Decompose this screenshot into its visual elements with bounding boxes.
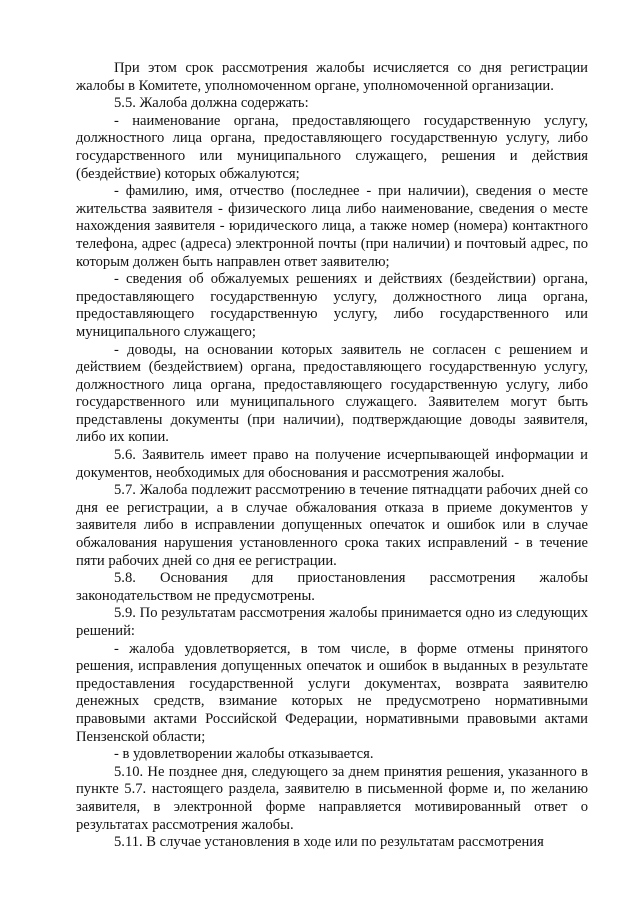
list-item-arguments: - доводы, на основании которых заявитель не согласен с решением и действием (бездействием) органа, предоставляющего государственную услугу, должностного лица органа, предоставляющего государственную услугу, либо государственного или муниципального служащего. Заявителем могут быть представлены документы (при наличии), подтверждающие доводы заявителя, либо их копии. xyxy=(76,341,588,446)
document-page xyxy=(76,60,588,852)
paragraph-5-11: 5.11. В случае установления в ходе или по результатам рассмотрения xyxy=(114,834,544,851)
paragraph-deadline-start: При этом срок рассмотрения жалобы исчисляется со дня регистрации жалобы в Комитете, уполномоченном органе, уполномоченной организации. xyxy=(76,60,588,94)
paragraph-5-6: 5.6. Заявитель имеет право на получение исчерпывающей информации и документов, необходимых для обоснования и рассмотрения жалобы. xyxy=(76,447,588,481)
list-item-complaint-refused: - в удовлетворении жалобы отказывается. xyxy=(114,746,374,763)
paragraph-5-8: 5.8. Основания для приостановления рассмотрения жалобы законодательством не предусмотрены. xyxy=(76,570,588,604)
list-item-complaint-satisfied: - жалоба удовлетворяется, в том числе, в форме отмены принятого решения, исправления допущенных опечаток и ошибок в выданных в результате предоставления государственной услуги документах, возврата заявителю денежных средств, взимание которых не предусмотрено нормативными правовыми актами Российской Федерации, нормативными правовыми актами Пензенской области; xyxy=(76,640,588,745)
list-item-applicant-details: - фамилию, имя, отчество (последнее - при наличии), сведения о месте жительства заявителя - физического лица либо наименование, сведения о месте нахождения заявителя - юридического лица, а также номер (номера) контактного телефона, адрес (адреса) электронной почты (при наличии) и почтовый адрес, по которым должен быть направлен ответ заявителю; xyxy=(76,183,588,270)
paragraph-5-5-heading: 5.5. Жалоба должна содержать: xyxy=(114,95,309,112)
list-item-appealed-decisions: - сведения об обжалуемых решениях и действиях (бездействии) органа, предоставляющего государственную услугу, должностного лица органа, предоставляющего государственную услугу, либо государственного или муниципального служащего; xyxy=(76,271,588,340)
paragraph-5-10: 5.10. Не позднее дня, следующего за днем принятия решения, указанного в пункте 5.7. настоящего раздела, заявителю в письменной форме и, по желанию заявителя, в электронной форме направляется мотивированный ответ о результатах рассмотрения жалобы. xyxy=(76,763,588,833)
list-item-organ-name: - наименование органа, предоставляющего государственную услугу, должностного лица органа, предоставляющего государственную услугу, либо государственного или муниципального служащего, решения и действия (бездействие) которых обжалуются; xyxy=(76,112,588,182)
paragraph-5-9: 5.9. По результатам рассмотрения жалобы принимается одно из следующих решений: xyxy=(76,605,588,639)
paragraph-5-7: 5.7. Жалоба подлежит рассмотрению в течение пятнадцати рабочих дней со дня ее регистрации, а в случае обжалования отказа в приеме документов у заявителя либо в исправлении допущенных опечаток и ошибок или в случае обжалования нарушения установленного срока таких исправлений - в течение пяти рабочих дней со дня ее регистрации. xyxy=(76,482,588,569)
